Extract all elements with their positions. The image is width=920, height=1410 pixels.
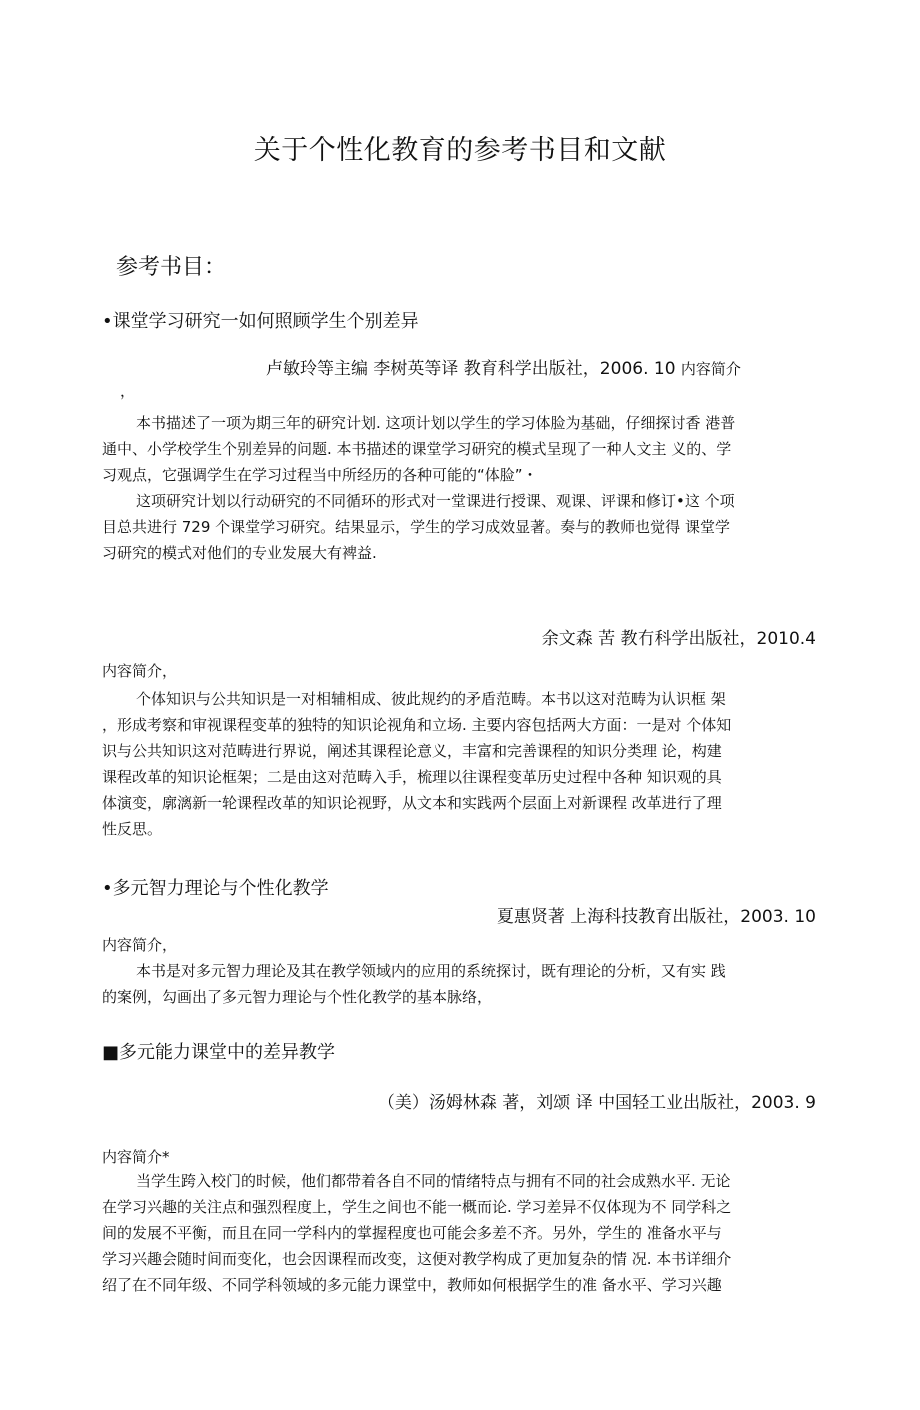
book-title: ■多元能力课堂中的差异教学: [102, 1042, 336, 1063]
book-meta: （美）汤姆林森 著，刘颂 译 中国轻工业出版社，2003. 9: [377, 1093, 816, 1113]
intro-label: 内容简介，: [102, 936, 178, 954]
summary-line: 本书描述了一项为期三年的研究计划. 这项计划以学生的学习体脸为基础，仔细探讨香 港普: [136, 414, 736, 432]
book-title: •课堂学习研究一如何照顾学生个别差异: [102, 311, 419, 332]
summary-line: 间的发展不平衡，而且在同一学科内的掌握程度也可能会多差不齐。另外，学生的 准备水平与: [102, 1224, 722, 1242]
book-summary: [102, 958, 818, 1010]
summary-line: 这项研究计划以行动研究的不同循环的形式对一堂课进行授课、观课、评课和修订•这 个项: [136, 492, 735, 510]
summary-line: 识与公共知识这对范畴进行界说，阐述其课程论意义，丰富和完善课程的知识分类理 论，构建: [102, 742, 722, 760]
summary-line: 的案例，勾画出了多元智力理论与个性化教学的基本脉络，: [102, 988, 493, 1006]
summary-line: 习研究的模式对他们的专业发展大有裨益.: [102, 544, 377, 562]
book-title: •多元智力理论与个性化教学: [102, 878, 329, 899]
intro-label: 内容简介，: [102, 662, 178, 680]
book-meta-suffix: 内容简介: [680, 360, 741, 378]
summary-line: ，形成考察和审视课程变革的独特的知识论视角和立场. 主要内容包括两大方面：一是对 个体知: [102, 716, 732, 734]
summary-line: 个体知识与公共知识是一对相辅相成、彼此规约的矛盾范畴。本书以这对范畴为认识框 架: [136, 690, 726, 708]
book-meta: 夏惠贤著 上海科技教育出版社，2003. 10: [496, 907, 816, 927]
stray-mark: ，: [120, 382, 136, 400]
intro-label: 内容简介*: [102, 1148, 170, 1166]
summary-line: 体演变，廓漓新一轮课程改革的知识论视野，从文本和实践两个层面上对新课程 改革进行了理: [102, 794, 722, 812]
book-summary: [102, 410, 818, 566]
summary-line: 通中、小学校学生个别差异的问题. 本书描述的课堂学习研究的模式呈现了一种人文主 义的、学: [102, 440, 732, 458]
book-summary: [102, 686, 818, 842]
summary-line: 习观点，它强调学生在学习过程当中所经历的各种可能的“体脸”・: [102, 466, 538, 484]
book-summary: [102, 1168, 818, 1298]
book-meta: 余文森 苦 教冇科学出版社，2010.4: [541, 629, 816, 649]
summary-line: 当学生跨入校门的时候，他们都带着各自不同的情绪特点与拥有不同的社会成熟水平. 无论: [136, 1172, 731, 1190]
section-label: 参考书目：: [116, 255, 227, 280]
summary-line: 课程改革的知识论框架；二是由这对范畴入手，梳理以往课程变革历史过程中各种 知识观的具: [102, 768, 722, 786]
summary-line: 在学习兴趣的关注点和强烈程度上，学生之间也不能一概而论. 学习差异不仅体现为不 同学科之: [102, 1198, 732, 1216]
book-meta: [266, 354, 741, 379]
summary-line: 目总共进行 729 个课堂学习研究。结果显示，学生的学习成效显著。奏与的教师也觉得 课堂学: [102, 518, 730, 536]
summary-line: 性反思。: [102, 820, 163, 838]
summary-line: 学习兴趣会随时间而变化，也会因课程而改变，这便对教学构成了更加复杂的情 况. 本书详细介: [102, 1250, 732, 1268]
summary-line: 本书是对多元智力理论及其在教学领域内的应用的系统探讨，既有理论的分析，又有实 践: [136, 962, 726, 980]
summary-line: 绍了在不同年级、不同学科领域的多元能力课堂中，教师如何根据学生的准 备水平、学习兴趣: [102, 1276, 722, 1294]
book-meta-text: 卢敏玲等主编 李树英等译 教育科学出版社，2006. 10: [266, 359, 676, 379]
page-title: 关于个性化教育的参考书目和文献: [253, 135, 667, 166]
